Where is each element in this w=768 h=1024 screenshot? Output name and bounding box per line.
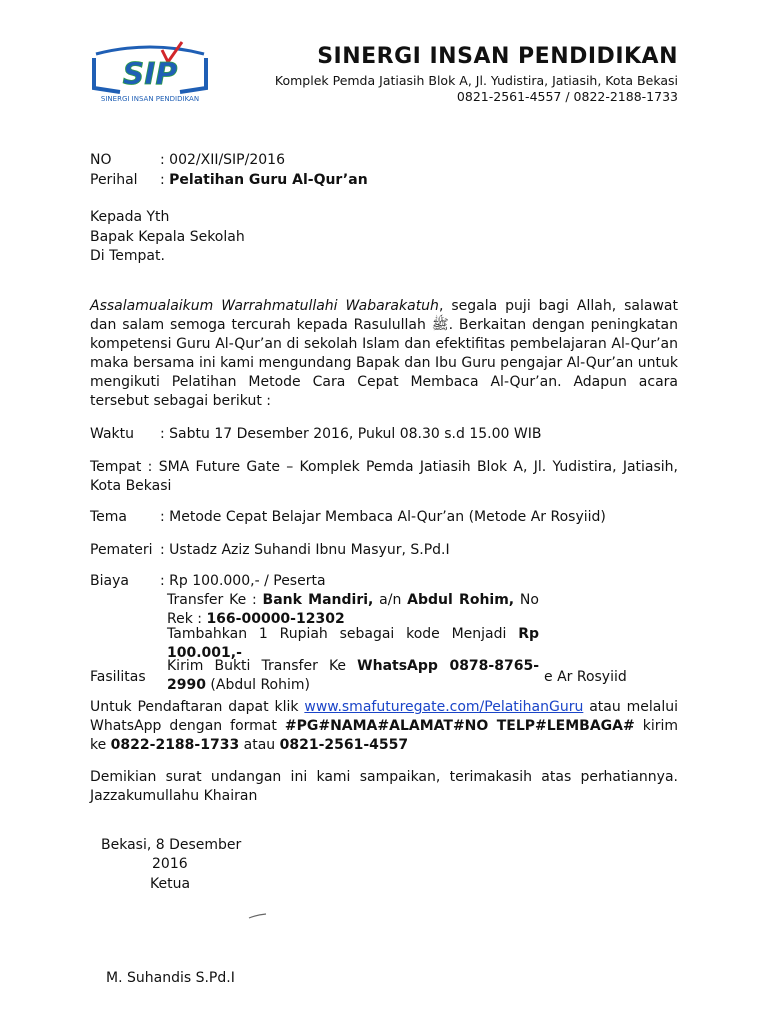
registration-atau: atau: [239, 737, 280, 753]
signature-year: 2016: [152, 856, 188, 872]
tema-value: : Metode Cepat Belajar Membaca Al-Qur’an (Metode Ar Rosyiid): [160, 509, 606, 525]
registration-format: #PG#NAMA#ALAMAT#NO TELP#LEMBAGA#: [284, 718, 635, 734]
transfer-bank: Bank Mandiri,: [262, 592, 374, 608]
signature-title: Ketua: [150, 876, 191, 892]
no-value: : 002/XII/SIP/2016: [160, 152, 285, 168]
logo-caption: SINERGI INSAN PENDIDIKAN: [100, 95, 200, 103]
transfer-name: Abdul Rohim,: [407, 592, 515, 608]
tambah-amount: Rp 100.001,-: [167, 626, 539, 661]
registration-link[interactable]: www.smafuturegate.com/PelatihanGuru: [304, 699, 584, 715]
opening-greeting: Assalamualaikum Warrahmatullahi Wabarakatuh: [90, 298, 439, 314]
registration-mid: atau melalui WhatsApp dengan format: [90, 699, 678, 734]
kirim-wa: WhatsApp 0878-8765-2990: [167, 658, 540, 693]
recipient-line1: Kepada Yth: [90, 209, 170, 225]
signature-mark: [248, 905, 268, 924]
signature-place-date: Bekasi, 8 Desember: [101, 837, 242, 853]
registration-phone1: 0822-2188-1733: [110, 737, 240, 753]
kirim-info: [167, 657, 539, 695]
perihal-colon: :: [160, 172, 170, 188]
transfer-rek: 166-00000-12302: [206, 611, 345, 627]
tempat-label: Tempat: [90, 459, 142, 475]
biaya-label: Biaya: [90, 573, 129, 589]
waktu-value: : Sabtu 17 Desember 2016, Pukul 08.30 s.d 15.00 WIB: [160, 426, 542, 442]
closing-paragraph: Demikian surat undangan ini kami sampaikan, terimakasih atas perhatiannya. Jazzakumullahu Khairan: [90, 769, 678, 804]
registration-phone2: 0821-2561-4557: [279, 737, 409, 753]
fasilitas-tail: e Ar Rosyiid: [544, 669, 627, 685]
no-label: NO: [90, 152, 112, 168]
recipient-line2: Bapak Kepala Sekolah: [90, 229, 245, 245]
perihal-label: Perihal: [90, 172, 138, 188]
signature-name: M. Suhandis S.Pd.I: [106, 970, 235, 986]
kirim-post: (Abdul Rohim): [205, 677, 310, 693]
opening-paragraph: [90, 297, 678, 411]
logo-text: SIP: [122, 57, 178, 92]
org-name: SINERGI INSAN PENDIDIKAN: [317, 44, 678, 69]
recipient-line3: Di Tempat.: [90, 248, 165, 264]
org-address: Komplek Pemda Jatiasih Blok A, Jl. Yudistira, Jatiasih, Kota Bekasi: [274, 73, 678, 88]
transfer-an: a/n: [373, 592, 408, 608]
transfer-info: [167, 591, 539, 629]
registration-paragraph: [90, 698, 678, 755]
org-phones: 0821-2561-4557 / 0822-2188-1733: [456, 89, 678, 104]
fasilitas-label: Fasilitas: [90, 669, 146, 685]
opening-text: , segala puji bagi Allah, salawat dan salam semoga tercurah kepada Rasulullah ﷺ. Berkaitan dengan peningkatan kompetensi Guru Al-Qur’an di sekolah Islam dan efektifitas pembelajaran Al-Qur’an maka bersama ini kami mengundang Bapak dan Ibu Guru pengajar Al-Qur’an untuk mengikuti Pelatihan Metode Cara Cepat Membaca Al-Qur’an. Adapun acara tersebut sebagai berikut :: [90, 298, 678, 409]
perihal-row: [160, 171, 368, 190]
tambah-pre: Tambahkan 1 Rupiah sebagai kode Menjadi: [167, 626, 519, 642]
transfer-no: No Rek :: [167, 592, 539, 627]
perihal-value: Pelatihan Guru Al-Qur’an: [169, 172, 368, 188]
registration-pre: Untuk Pendaftaran dapat klik: [90, 699, 305, 715]
transfer-pre: Transfer Ke :: [167, 592, 263, 608]
registration-kirim: kirim ke: [90, 718, 678, 753]
tempat-value: : SMA Future Gate – Komplek Pemda Jatiasih Blok A, Jl. Yudistira, Jatiasih, Kota Bekasi: [90, 459, 678, 494]
pemateri-value: : Ustadz Aziz Suhandi Ibnu Masyur, S.Pd.I: [160, 542, 450, 558]
kirim-pre: Kirim Bukti Transfer Ke: [167, 658, 358, 674]
tema-label: Tema: [90, 509, 128, 525]
pemateri-label: Pemateri: [90, 542, 153, 558]
biaya-value: : Rp 100.000,- / Peserta: [160, 573, 326, 589]
organization-logo: [90, 40, 210, 108]
tempat-row: [90, 458, 678, 496]
waktu-label: Waktu: [90, 426, 134, 442]
